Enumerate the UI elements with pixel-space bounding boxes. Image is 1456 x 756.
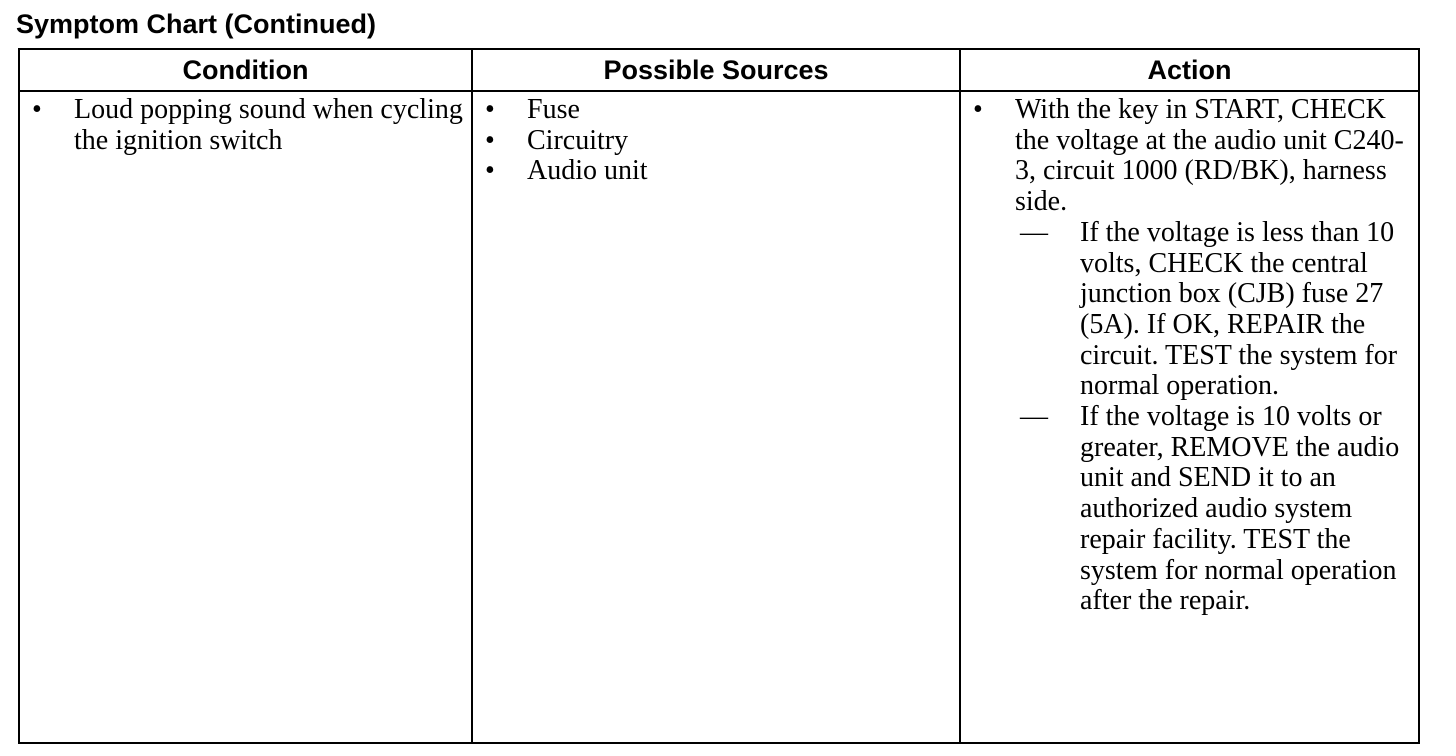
sources-list (473, 95, 959, 187)
list-item (473, 156, 959, 187)
source-text: Fuse (527, 94, 580, 125)
possible-sources-cell (472, 91, 960, 743)
action-list (961, 95, 1418, 617)
sub-step-item (1015, 218, 1418, 402)
table-row (19, 91, 1419, 743)
dash-icon: — (1020, 216, 1048, 248)
page-title: Symptom Chart (Continued) (16, 9, 376, 39)
table-header-row (19, 49, 1419, 91)
symptom-chart-table (18, 48, 1420, 744)
action-cell (960, 91, 1419, 743)
condition-cell (19, 91, 472, 743)
column-header-condition: Condition (19, 49, 472, 91)
sub-step-text: If the voltage is 10 volts or greater, REMOVE the audio unit and SEND it to an authorized audio system repair facility. TEST the system for normal operation after the repair. (1080, 401, 1400, 617)
list-item (473, 95, 959, 126)
condition-list (20, 95, 471, 156)
column-header-action: Action (960, 49, 1419, 91)
dash-icon: — (1020, 401, 1048, 433)
source-text: Circuitry (527, 124, 629, 156)
list-item (473, 126, 959, 157)
condition-text: Loud popping sound when cycling the ignition switch (74, 94, 463, 156)
column-header-possible-sources: Possible Sources (472, 49, 960, 91)
action-main-text: With the key in START, CHECK the voltage at the audio unit C240-3, circuit 1000 (RD/BK), harness side. (1015, 94, 1404, 218)
list-item (961, 95, 1418, 617)
source-text: Audio unit (527, 155, 648, 187)
sub-step-item (1015, 402, 1418, 617)
list-item (20, 95, 471, 156)
bullet-icon: • (485, 155, 495, 187)
bullet-icon: • (485, 94, 495, 125)
sub-step-text: If the voltage is less than 10 volts, CHECK the central junction box (CJB) fuse 27 (5A). If OK, REPAIR the circuit. TEST the system for normal operation. (1080, 216, 1398, 402)
action-sub-steps (1015, 218, 1418, 617)
bullet-icon: • (973, 94, 983, 125)
bullet-icon: • (485, 124, 495, 156)
bullet-icon: • (32, 94, 42, 125)
